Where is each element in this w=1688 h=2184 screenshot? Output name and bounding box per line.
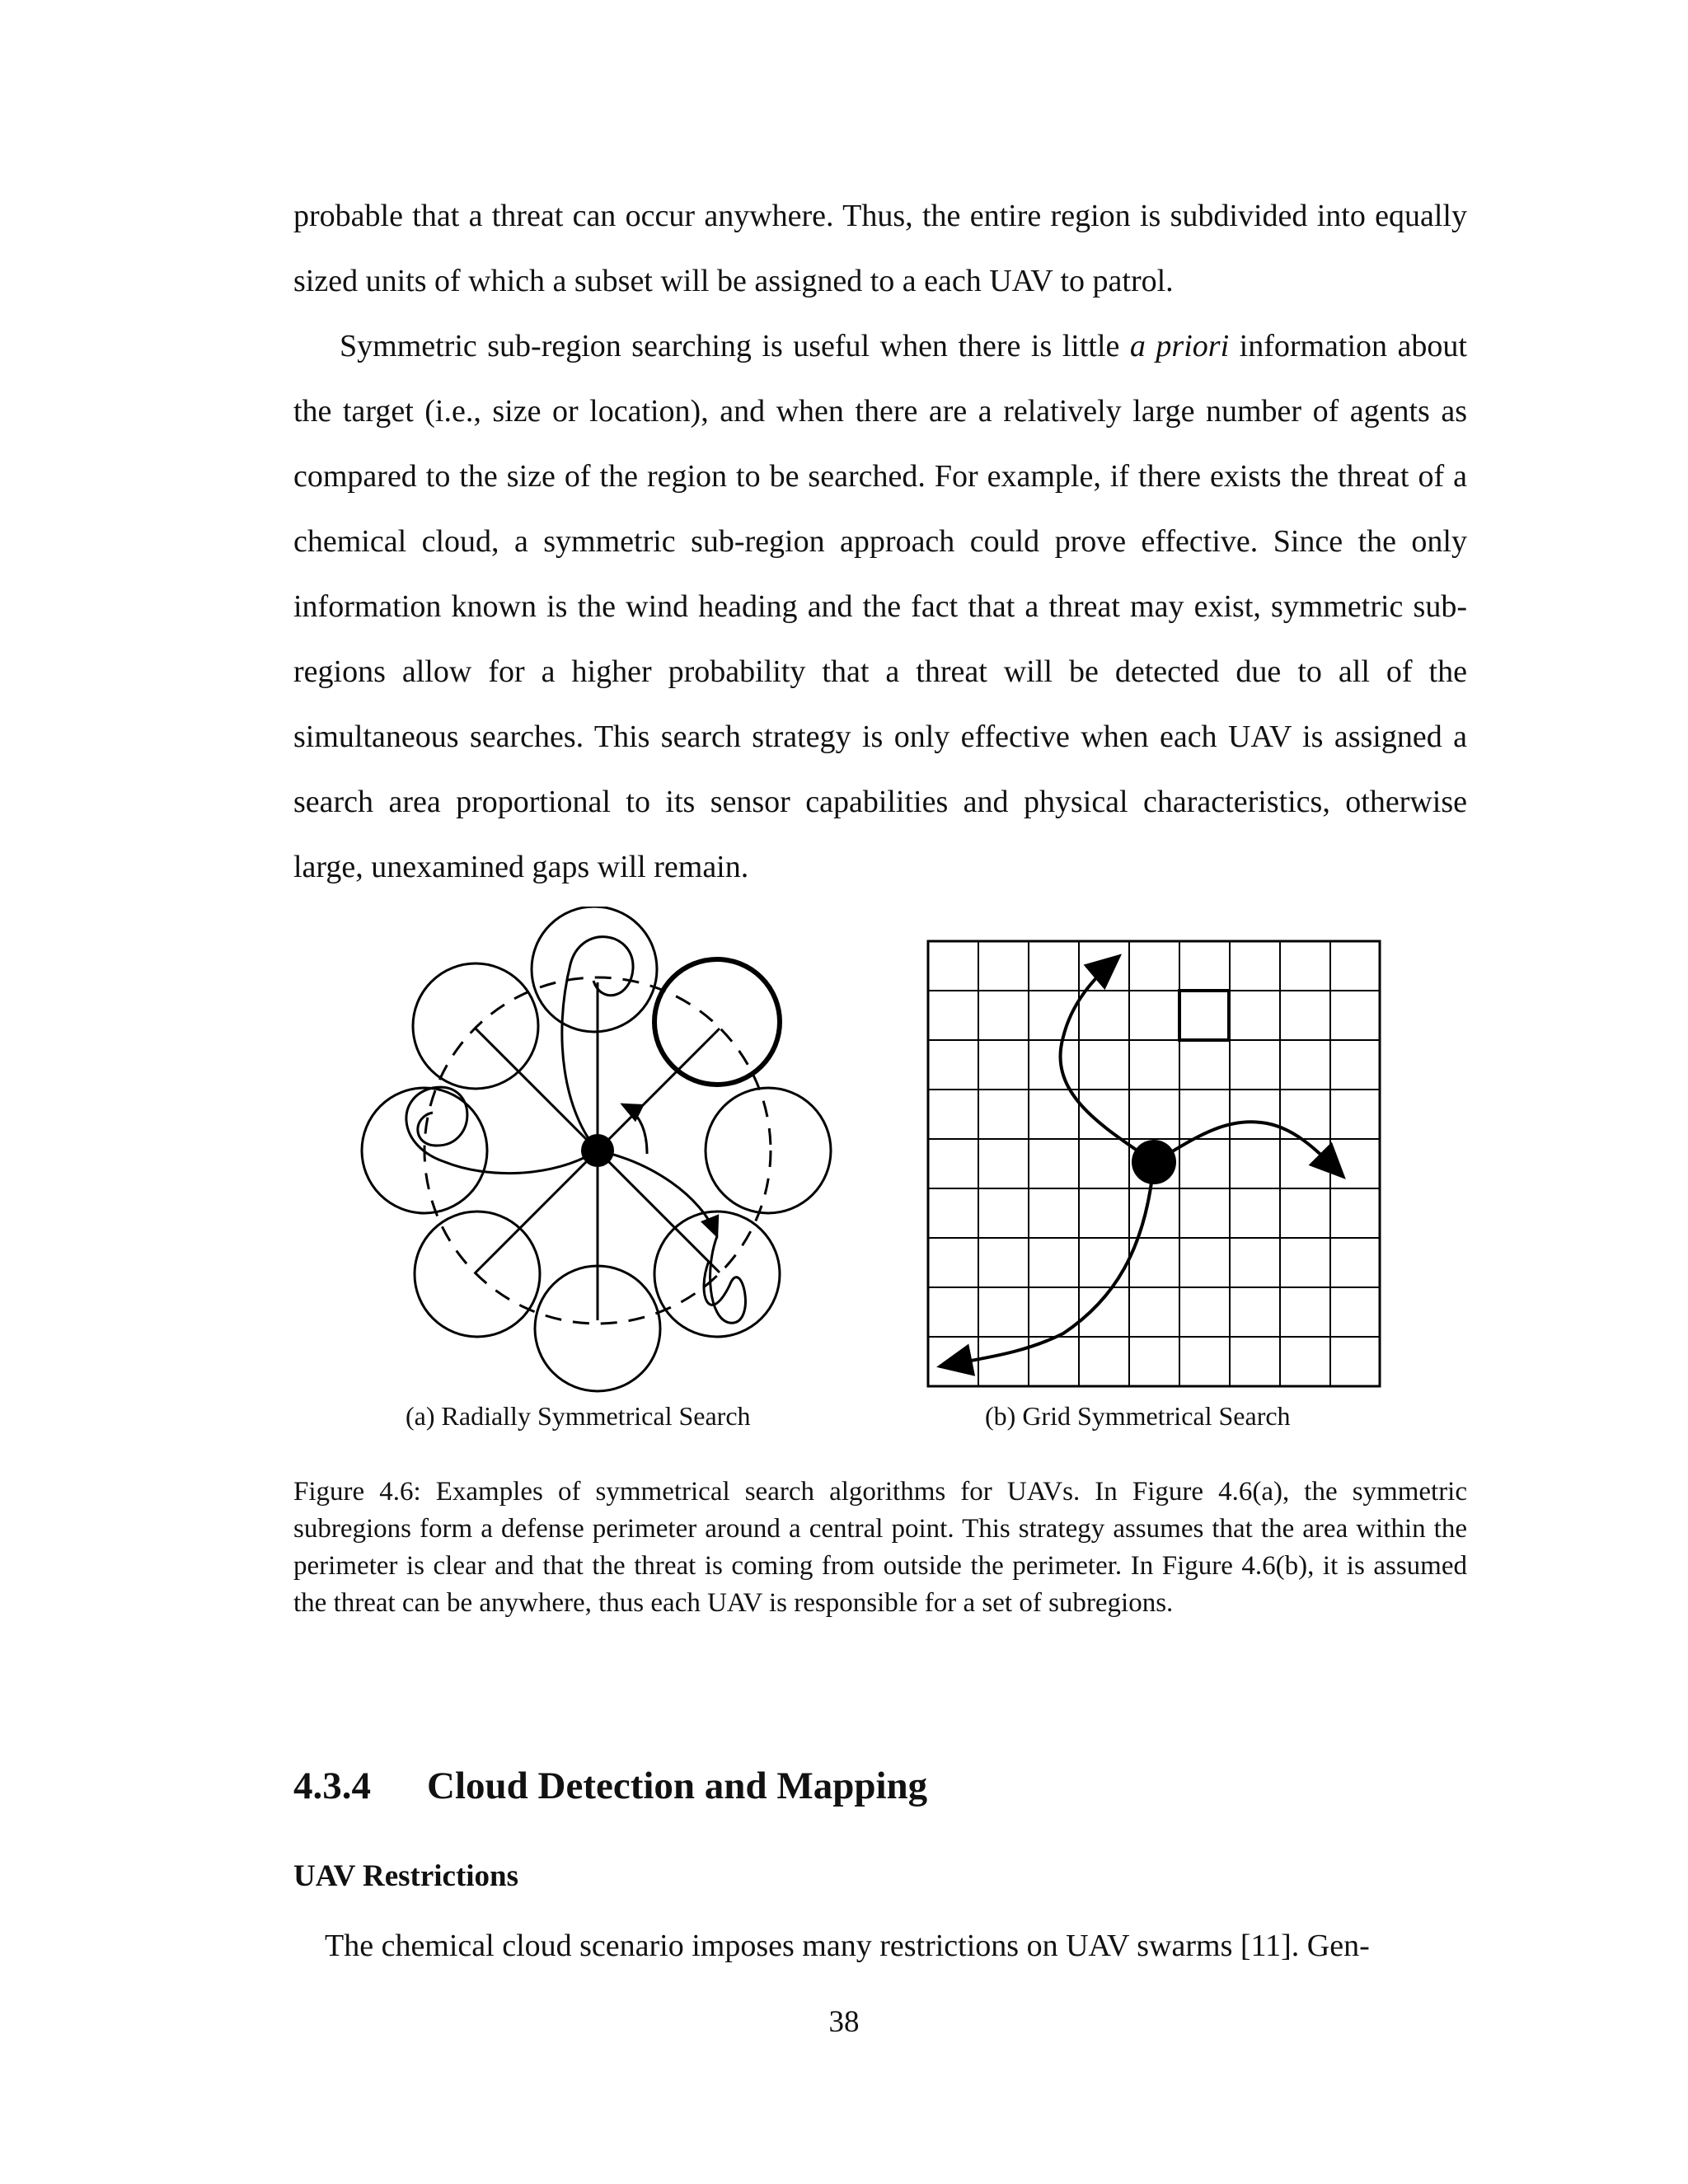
figure-caption: Figure 4.6: Examples of symmetrical search algorithms for UAVs. In Figure 4.6(a), the symmetric subregions form a defense perimeter around a central point. This strategy assumes that the area within the perimeter is clear and that the threat is coming from outside the perimeter. In Figure 4.6(b), it is assumed the threat can be anywhere, thus each UAV is responsible for a set of subregions. [293,1477,1467,1618]
central-uav-hub [581,1134,614,1167]
paragraph-1: probable that a threat can occur anywhere. Thus, the entire region is subdivided into equally sized units of which a subset will be assigned to a each UAV to patrol. [293,199,1467,298]
section-title: Cloud Detection and Mapping [427,1765,928,1807]
paragraph-2 [293,314,1467,900]
figure-a-radial-search [354,907,849,1401]
body-text-top [293,184,1467,900]
figure-b-grid-search [923,938,1385,1390]
highlighted-cell [1179,991,1229,1040]
section-heading [293,1764,927,1808]
paragraph-2-rest: information about the target (i.e., size or location), and when there are a relatively large number of agents as compared to the size of the region to be searched. For example, if there exists the threat of a chemical cloud, a symmetric sub-region approach could prove effective. Since the only information known is the wind heading and the fact that a threat may exist, symmetric sub-regions allow for a higher probability that a threat will be detected due to all of the simultaneous searches. This search strategy is only effective when each UAV is assigned a search area proportional to its sensor capabilities and physical characteristics, otherwise large, unexamined gaps will remain. [293,329,1467,884]
section-number: 4.3.4 [293,1765,371,1807]
paragraph-3: The chemical cloud scenario imposes many restrictions on UAV swarms [11]. Gen- [325,1929,1370,1963]
paragraph-2-start: Symmetric sub-region searching is useful when there is little [340,329,1130,363]
subcaption-b: (b) Grid Symmetrical Search [985,1401,1291,1431]
paragraph-2-italic: a priori [1129,329,1230,363]
subcaption-a: (a) Radially Symmetrical Search [406,1401,751,1431]
central-uav [1132,1140,1176,1184]
subsection-heading: UAV Restrictions [293,1859,519,1893]
page-number: 38 [828,2005,860,2039]
